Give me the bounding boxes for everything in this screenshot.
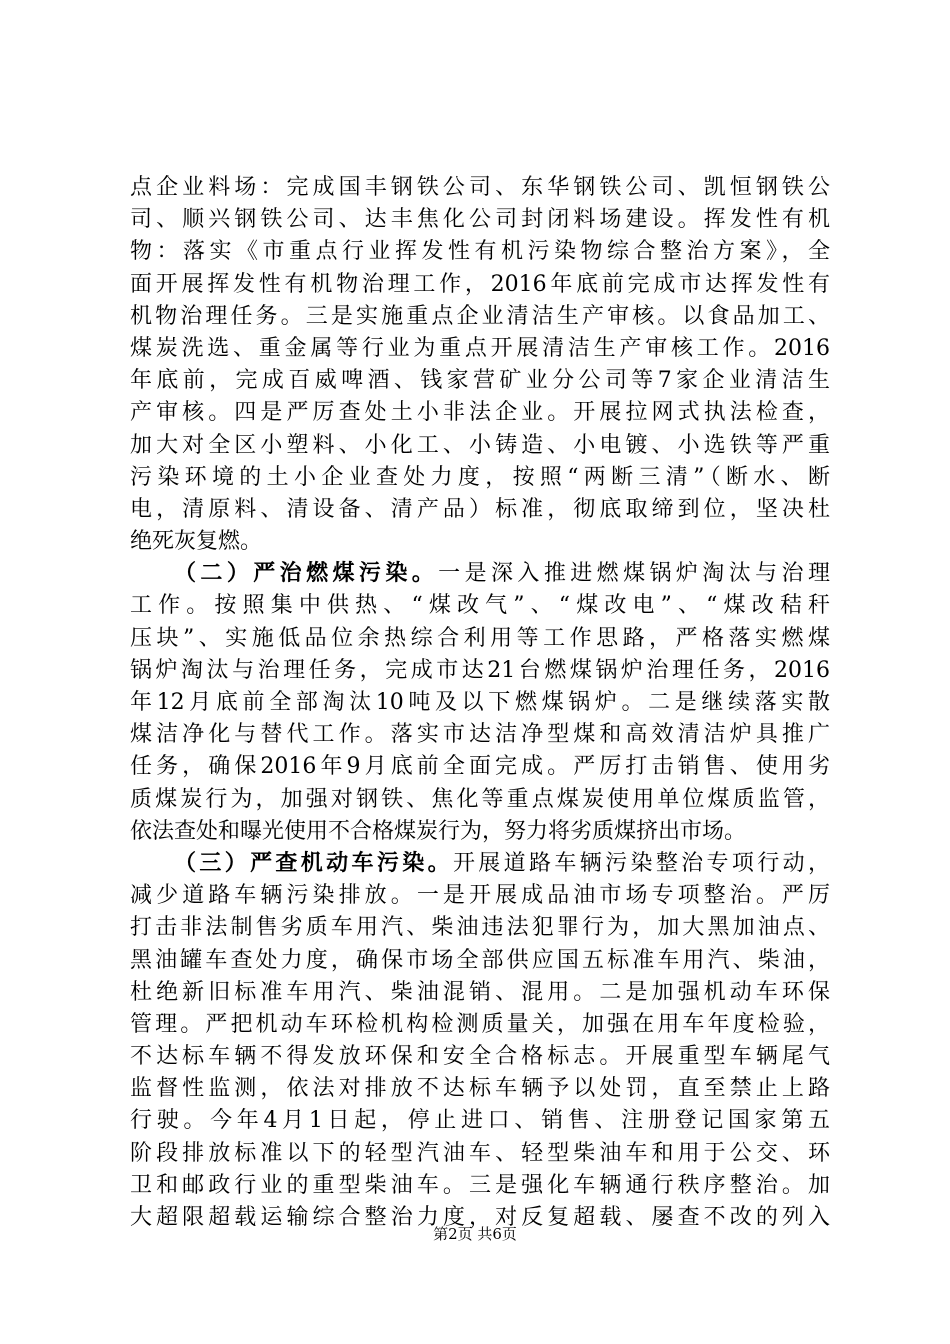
text-line: 不达标车辆不得发放环保和安全合格标志。开展重型车辆尾气 (130, 1044, 830, 1070)
text-line: 减少道路车辆污染排放。一是开展成品油市场专项整治。严厉 (130, 883, 830, 909)
text-line: 打击非法制售劣质车用汽、柴油违法犯罪行为，加大黑加油点、 (130, 915, 830, 941)
text-line: 监督性监测，依法对排放不达标车辆予以处罚，直至禁止上路 (130, 1076, 830, 1102)
text-line: 黑油罐车查处力度，确保市场全部供应国五标准车用汽、柴油， (130, 947, 830, 973)
text-line: 煤炭洗选、重金属等行业为重点开展清洁生产审核工作。2016 (130, 335, 830, 361)
section-heading: （三）严查机动车污染。 (174, 850, 453, 876)
text-line: 质煤炭行为，加强对钢铁、焦化等重点煤炭使用单位煤质监管， (130, 786, 830, 812)
text-line: 大超限超载运输综合整治力度，对反复超载、屡查不改的列入 (130, 1205, 830, 1230)
text-line: 杜绝新旧标准车用汽、柴油混销、混用。二是加强机动车环保 (130, 979, 830, 1005)
text-line: 司、顺兴钢铁公司、达丰焦化公司封闭料场建设。挥发性有机 (130, 207, 830, 233)
text-line: 管理。严把机动车环检机构检测质量关，加强在用车年度检验， (130, 1011, 830, 1037)
body-text (130, 172, 830, 1234)
text-line: 点企业料场：完成国丰钢铁公司、东华钢铁公司、凯恒钢铁公 (130, 175, 830, 200)
section-heading-line (130, 558, 830, 590)
section-heading-line (130, 848, 830, 880)
text-line: 卫和邮政行业的重型柴油车。三是强化车辆通行秩序整治。加 (130, 1172, 830, 1198)
text-line: 污染环境的土小企业查处力度，按照“两断三清”（断水、断 (130, 464, 830, 490)
text-line: 物：落实《市重点行业挥发性有机污染物综合整治方案》，全 (130, 239, 830, 265)
page-footer: 第2页 共6页 (433, 1225, 517, 1243)
text-line: 加大对全区小塑料、小化工、小铸造、小电镀、小选铁等严重 (130, 432, 830, 458)
text-line: 阶段排放标准以下的轻型汽油车、轻型柴油车和用于公交、环 (130, 1140, 830, 1166)
text-line: 绝死灰复燃。 (130, 529, 263, 555)
text-line: 面开展挥发性有机物治理工作，2016年底前完成市达挥发性有 (130, 271, 830, 297)
text-line: 电，清原料、清设备、清产品）标准，彻底取缔到位，坚决杜 (130, 496, 830, 522)
text-line: 压块”、实施低品位余热综合利用等工作思路，严格落实燃煤 (130, 625, 830, 651)
text-line: 任务，确保2016年9月底前全面完成。严厉打击销售、使用劣 (130, 754, 830, 780)
text-line: 年底前，完成百威啤酒、钱家营矿业分公司等7家企业清洁生 (130, 368, 830, 394)
section-text: 一是深入推进燃煤锅炉淘汰与治理 (438, 561, 830, 587)
text-line: 锅炉淘汰与治理任务，完成市达21台燃煤锅炉治理任务，2016 (130, 657, 830, 683)
text-line: 产审核。四是严厉查处土小非法企业。开展拉网式执法检查， (130, 400, 830, 426)
text-line: 工作。按照集中供热、“煤改气”、“煤改电”、“煤改秸秆 (130, 593, 830, 619)
text-line: 行驶。今年4月1日起，停止进口、销售、注册登记国家第五 (130, 1108, 830, 1134)
text-line: 煤洁净化与替代工作。落实市达洁净型煤和高效清洁炉具推广 (130, 722, 830, 748)
text-line: 年12月底前全部淘汰10吨及以下燃煤锅炉。二是继续落实散 (130, 690, 830, 715)
text-line: 机物治理任务。三是实施重点企业清洁生产审核。以食品加工、 (130, 303, 830, 329)
text-line: 依法查处和曝光使用不合格煤炭行为，努力将劣质煤挤出市场。 (130, 818, 747, 844)
section-text: 开展道路车辆污染整治专项行动， (452, 850, 830, 876)
section-heading: （二）严治燃煤污染。 (174, 561, 439, 587)
